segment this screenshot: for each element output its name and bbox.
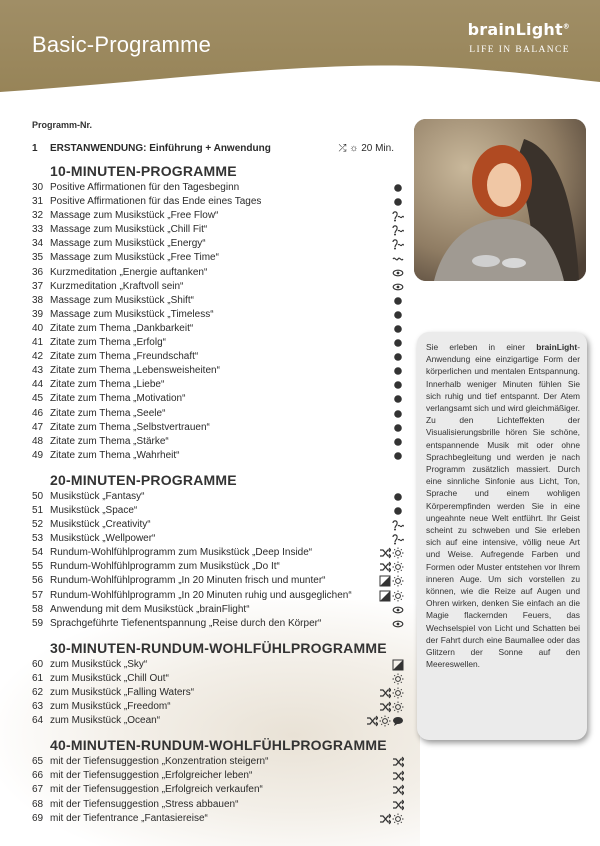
- program-number: 66: [32, 770, 44, 782]
- wave-icon: [392, 251, 404, 265]
- sun-icon: [392, 589, 404, 603]
- program-row: [32, 195, 404, 209]
- program-number: 35: [32, 252, 44, 264]
- program-row: [32, 294, 404, 308]
- program-label: mit der Tiefentrance „Fantasiereise“: [50, 812, 208, 824]
- eye-icon: [392, 603, 404, 617]
- program-label: mit der Tiefensuggestion „Stress abbauen“: [50, 798, 239, 810]
- sun-icon: [392, 574, 404, 588]
- program-number: 54: [32, 547, 44, 559]
- program-icons: [364, 392, 404, 406]
- program-label: Zitate zum Thema „Liebe“: [50, 379, 165, 391]
- program-row: [32, 449, 404, 463]
- program-label: Massage zum Musikstück „Energy“: [50, 238, 206, 250]
- sun-icon: [392, 700, 404, 714]
- program-number: 65: [32, 756, 44, 768]
- program-row: [32, 603, 404, 617]
- program-number: 57: [32, 589, 44, 601]
- program-sections: [32, 163, 404, 826]
- program-row: [32, 421, 404, 435]
- shuffle-icon: [379, 700, 391, 714]
- program-number: 1: [32, 143, 38, 154]
- program-icons: [364, 603, 404, 617]
- program-label: Massage zum Musikstück „Free Flow“: [50, 210, 219, 222]
- program-row: [32, 546, 404, 560]
- shuffle-icon: [392, 783, 404, 797]
- program-icons: [364, 378, 404, 392]
- program-row: [32, 280, 404, 294]
- program-row: [32, 574, 404, 588]
- shuffle-icon: ⤮: [338, 143, 347, 154]
- music-wave-icon: [392, 209, 404, 223]
- program-label: Zitate zum Thema „Freundschaft“: [50, 351, 199, 363]
- program-icons: [364, 350, 404, 364]
- program-icons: [364, 294, 404, 308]
- program-number: 69: [32, 812, 44, 824]
- shuffle-icon: [392, 798, 404, 812]
- program-row: [32, 672, 404, 686]
- program-number: 31: [32, 196, 44, 208]
- program-label: mit der Tiefensuggestion „Erfolgreicher leben“: [50, 770, 253, 782]
- program-number: 51: [32, 504, 44, 516]
- dot-icon: [392, 364, 404, 378]
- program-icons: [364, 574, 404, 588]
- program-number: 34: [32, 238, 44, 250]
- program-row: [32, 532, 404, 546]
- program-label: Sprachgeführte Tiefenentspannung „Reise durch den Körper“: [50, 617, 322, 629]
- info-intro: Sie erleben in einer: [426, 342, 525, 352]
- program-label: Rundum-Wohlfühlprogramm zum Musikstück „Do It“: [50, 561, 280, 573]
- shuffle-icon: [366, 714, 378, 728]
- program-label: Rundum-Wohlfühlprogramm „In 20 Minuten frisch und munter“: [50, 575, 326, 587]
- program-icons: [364, 658, 404, 672]
- program-label: Zitate zum Thema „Dankbarkeit“: [50, 322, 194, 334]
- dot-icon: [392, 350, 404, 364]
- program-number: 32: [32, 210, 44, 222]
- program-icons: [364, 546, 404, 560]
- dot-icon: [392, 449, 404, 463]
- sun-icon: [392, 546, 404, 560]
- program-label: Zitate zum Thema „Erfolg“: [50, 337, 166, 349]
- info-box: [417, 332, 587, 740]
- dot-icon: [392, 195, 404, 209]
- program-icons: [364, 322, 404, 336]
- duration-text: 20 Min.: [361, 143, 394, 154]
- page-title: Basic-Programme: [32, 32, 212, 57]
- program-number: 56: [32, 575, 44, 587]
- program-number: 63: [32, 701, 44, 713]
- program-row: [32, 798, 404, 812]
- section-title: 10-MINUTEN-PROGRAMME: [50, 163, 237, 179]
- program-label: Positive Affirmationen für das Ende eines Tages: [50, 196, 262, 208]
- dot-icon: [392, 490, 404, 504]
- program-label: Positive Affirmationen für den Tagesbeginn: [50, 182, 240, 193]
- program-row: [32, 658, 404, 672]
- program-icons: [364, 181, 404, 195]
- dot-icon: [392, 322, 404, 336]
- program-number: 38: [32, 294, 44, 306]
- program-icons: [364, 812, 404, 826]
- program-icons: [364, 589, 404, 603]
- shuffle-icon: [379, 560, 391, 574]
- program-number: 64: [32, 715, 44, 727]
- program-label: zum Musikstück „Chill Out“: [50, 672, 169, 684]
- program-label: Massage zum Musikstück „Timeless“: [50, 308, 214, 320]
- program-icons: [364, 237, 404, 251]
- sun-icon: [392, 686, 404, 700]
- brand-logo: [468, 20, 570, 55]
- music-wave-icon: [392, 223, 404, 237]
- program-icons: [364, 266, 404, 280]
- eye-icon: [392, 266, 404, 280]
- program-number: 43: [32, 365, 44, 377]
- program-label: Musikstück „Space“: [50, 504, 138, 516]
- dot-icon: [392, 435, 404, 449]
- section-gap: [32, 463, 404, 470]
- program-label: Rundum-Wohlfühlprogramm „In 20 Minuten ruhig und ausgeglichen“: [50, 589, 352, 601]
- program-icons: [364, 280, 404, 294]
- header-wave: [0, 60, 600, 92]
- program-label: Kurzmeditation „Energie auftanken“: [50, 266, 208, 278]
- program-icons: [364, 209, 404, 223]
- program-number: 47: [32, 421, 44, 433]
- program-row: [32, 755, 404, 769]
- program-row: [32, 223, 404, 237]
- program-number: 60: [32, 658, 44, 670]
- program-label: Zitate zum Thema „Motivation“: [50, 393, 186, 405]
- program-row: [32, 714, 404, 728]
- shuffle-icon: [379, 546, 391, 560]
- program-number: 61: [32, 672, 44, 684]
- program-label: Massage zum Musikstück „Chill Fit“: [50, 224, 208, 236]
- program-label: Zitate zum Thema „Wahrheit“: [50, 449, 180, 461]
- program-number: 36: [32, 266, 44, 278]
- dot-icon: [392, 407, 404, 421]
- program-row: [32, 490, 404, 504]
- program-number: 62: [32, 687, 44, 698]
- dot-icon: [392, 308, 404, 322]
- program-row-first: [32, 143, 404, 157]
- program-row: [32, 251, 404, 265]
- music-wave-icon: [392, 237, 404, 251]
- program-label: Zitate zum Thema „Lebensweisheiten“: [50, 365, 220, 377]
- program-label: Kurzmeditation „Kraftvoll sein“: [50, 280, 184, 292]
- program-number: 48: [32, 435, 44, 447]
- program-label: ERSTANWENDUNG: Einführung + Anwendung: [50, 143, 271, 154]
- program-number: 45: [32, 393, 44, 405]
- program-icons: [364, 700, 404, 714]
- section-title: 30-MINUTEN-RUNDUM-WOHLFÜHLPROGRAMME: [50, 639, 387, 656]
- contrast-icon: [392, 658, 404, 672]
- info-text: [426, 341, 580, 670]
- program-number: 58: [32, 603, 44, 615]
- program-number: 55: [32, 561, 44, 573]
- dot-icon: [392, 181, 404, 195]
- dot-icon: [392, 421, 404, 435]
- program-row: [32, 435, 404, 449]
- program-row: [32, 407, 404, 421]
- program-icons: [364, 518, 404, 532]
- program-number: 41: [32, 337, 44, 349]
- program-row: [32, 322, 404, 336]
- program-row: [32, 266, 404, 280]
- program-icons: [364, 449, 404, 463]
- program-icons: [364, 714, 404, 728]
- program-icons: [364, 798, 404, 812]
- program-row: [32, 504, 404, 518]
- program-icons: [364, 407, 404, 421]
- program-row: [32, 686, 404, 700]
- program-label: Massage zum Musikstück „Free Time“: [50, 252, 219, 264]
- section-gap: [32, 631, 404, 638]
- music-wave-icon: [392, 532, 404, 546]
- program-row: [32, 769, 404, 783]
- program-row: [32, 783, 404, 797]
- program-icons: [364, 223, 404, 237]
- dot-icon: [392, 392, 404, 406]
- program-icons: [364, 755, 404, 769]
- program-icons: [364, 490, 404, 504]
- program-icons: [364, 364, 404, 378]
- program-number: 50: [32, 490, 44, 502]
- program-label: mit der Tiefensuggestion „Erfolgreich verkaufen“: [50, 784, 263, 796]
- contrast-icon: [379, 574, 391, 588]
- program-icons: [364, 769, 404, 783]
- program-row: [32, 560, 404, 574]
- program-label: Musikstück „Wellpower“: [50, 533, 156, 545]
- program-icons: [364, 421, 404, 435]
- dot-icon: [392, 294, 404, 308]
- info-body: -Anwendung eine einzigartige Form der körperlichen und mentalen Entspannung. Innerhalb weniger Minuten fühlen Sie sich ruhig und tief entspannt. Der Atem verlangsamt sich und wird gleichmäßiger. Zu den Lichteffekten der Visualisierungsbrille hören Sie schöne, entspannende Musik mit oder ohne Sprachbegleitung und werden je nach Programm zusätzlich massiert. Durch eine sinnliche Sinfonie aus Licht, Ton, Sprache und einem wohligen Körperempfinden werden Sie in eine ungeahnte neue Welt entführt. Ihr Geist scheint zu schweben und Sie erleben sich auf eine intensive, völlig neue Art und Weise. Aufregende Farben und Formen oder Muster entstehen vor Ihrem inneren Auge. Um sich vorstellen zu können, wie die Reize auf Augen und Ohren wirken, denken Sie einfach an die Magie flackernden Feuers, das Wechselspiel von Licht und Schatten bei der Fahrt durch eine Baumallee oder das Glitzern der Sonne auf den Meereswellen.: [426, 342, 580, 670]
- eye-icon: [392, 617, 404, 631]
- program-row: [32, 700, 404, 714]
- program-number: 30: [32, 182, 44, 193]
- program-number: 49: [32, 449, 44, 461]
- program-icons: [364, 308, 404, 322]
- program-label: mit der Tiefensuggestion „Konzentration steigern“: [50, 756, 269, 768]
- section-gap: [32, 728, 404, 735]
- program-icons: [364, 532, 404, 546]
- program-label: Musikstück „Creativity“: [50, 519, 151, 531]
- header-banner: [0, 0, 600, 92]
- dot-icon: [392, 378, 404, 392]
- shuffle-icon: [379, 812, 391, 826]
- eye-icon: [392, 280, 404, 294]
- program-duration: [338, 143, 394, 154]
- shuffle-icon: [392, 769, 404, 783]
- program-icons: [364, 617, 404, 631]
- program-number: 40: [32, 322, 44, 334]
- program-label: Musikstück „Fantasy“: [50, 490, 145, 502]
- program-row: [32, 378, 404, 392]
- sun-icon: ☼: [349, 143, 359, 154]
- program-row: [32, 350, 404, 364]
- section-title: 40-MINUTEN-RUNDUM-WOHLFÜHLPROGRAMME: [50, 737, 387, 754]
- info-brand: brainLight: [536, 342, 578, 352]
- program-label: Massage zum Musikstück „Shift“: [50, 294, 194, 306]
- program-icons: [364, 336, 404, 350]
- sun-icon: [379, 714, 391, 728]
- program-row: [32, 812, 404, 826]
- photo-illustration: [414, 119, 586, 281]
- program-number-label: Programm-Nr.: [32, 120, 93, 130]
- program-number: 68: [32, 798, 44, 810]
- sun-icon: [392, 560, 404, 574]
- program-row: [32, 237, 404, 251]
- program-row: [32, 308, 404, 322]
- program-icons: [364, 251, 404, 265]
- program-number: 59: [32, 617, 44, 629]
- program-icons: [364, 672, 404, 686]
- program-label: zum Musikstück „Freedom“: [50, 701, 171, 713]
- program-row: [32, 336, 404, 350]
- program-label: Zitate zum Thema „Seele“: [50, 407, 166, 419]
- speech-icon: [392, 714, 404, 728]
- brand-name: brainLight: [467, 20, 563, 39]
- program-row: [32, 364, 404, 378]
- program-list: [32, 120, 404, 826]
- program-label: zum Musikstück „Ocean“: [50, 715, 161, 727]
- woman-relaxing-photo: [414, 119, 586, 281]
- program-icons: [364, 435, 404, 449]
- program-row: [32, 617, 404, 631]
- program-number: 39: [32, 308, 44, 320]
- shuffle-icon: [379, 686, 391, 700]
- program-label: zum Musikstück „Sky“: [50, 658, 148, 670]
- program-number: 67: [32, 784, 44, 796]
- program-icons: [364, 504, 404, 518]
- program-icons: [364, 560, 404, 574]
- dot-icon: [392, 504, 404, 518]
- program-label: Zitate zum Thema „Selbstvertrauen“: [50, 421, 210, 433]
- program-label: Zitate zum Thema „Stärke“: [50, 435, 169, 447]
- program-icons: [364, 686, 404, 700]
- program-row: [32, 589, 404, 603]
- program-label: Rundum-Wohlfühlprogramm zum Musikstück „Deep Inside“: [50, 547, 313, 559]
- program-number: 52: [32, 519, 44, 531]
- program-row: [32, 209, 404, 223]
- sun-icon: [392, 812, 404, 826]
- brand-tagline: LIFE IN BALANCE: [469, 45, 570, 55]
- program-label: zum Musikstück „Falling Waters“: [50, 687, 195, 698]
- sun-icon: [392, 672, 404, 686]
- contrast-icon: [379, 589, 391, 603]
- section-title: 20-MINUTEN-PROGRAMME: [50, 471, 237, 488]
- brand-registered-mark: ®: [562, 22, 570, 31]
- program-row: [32, 181, 404, 195]
- program-row: [32, 392, 404, 406]
- shuffle-icon: [392, 755, 404, 769]
- program-number: 33: [32, 224, 44, 236]
- program-number: 37: [32, 280, 44, 292]
- program-number: 42: [32, 351, 44, 363]
- music-wave-icon: [392, 518, 404, 532]
- program-icons: [364, 783, 404, 797]
- dot-icon: [392, 336, 404, 350]
- program-number: 53: [32, 533, 44, 545]
- program-number: 44: [32, 379, 44, 391]
- program-number: 46: [32, 407, 44, 419]
- program-icons: [364, 195, 404, 209]
- program-label: Anwendung mit dem Musikstück „brainFlight“: [50, 603, 250, 615]
- program-row: [32, 518, 404, 532]
